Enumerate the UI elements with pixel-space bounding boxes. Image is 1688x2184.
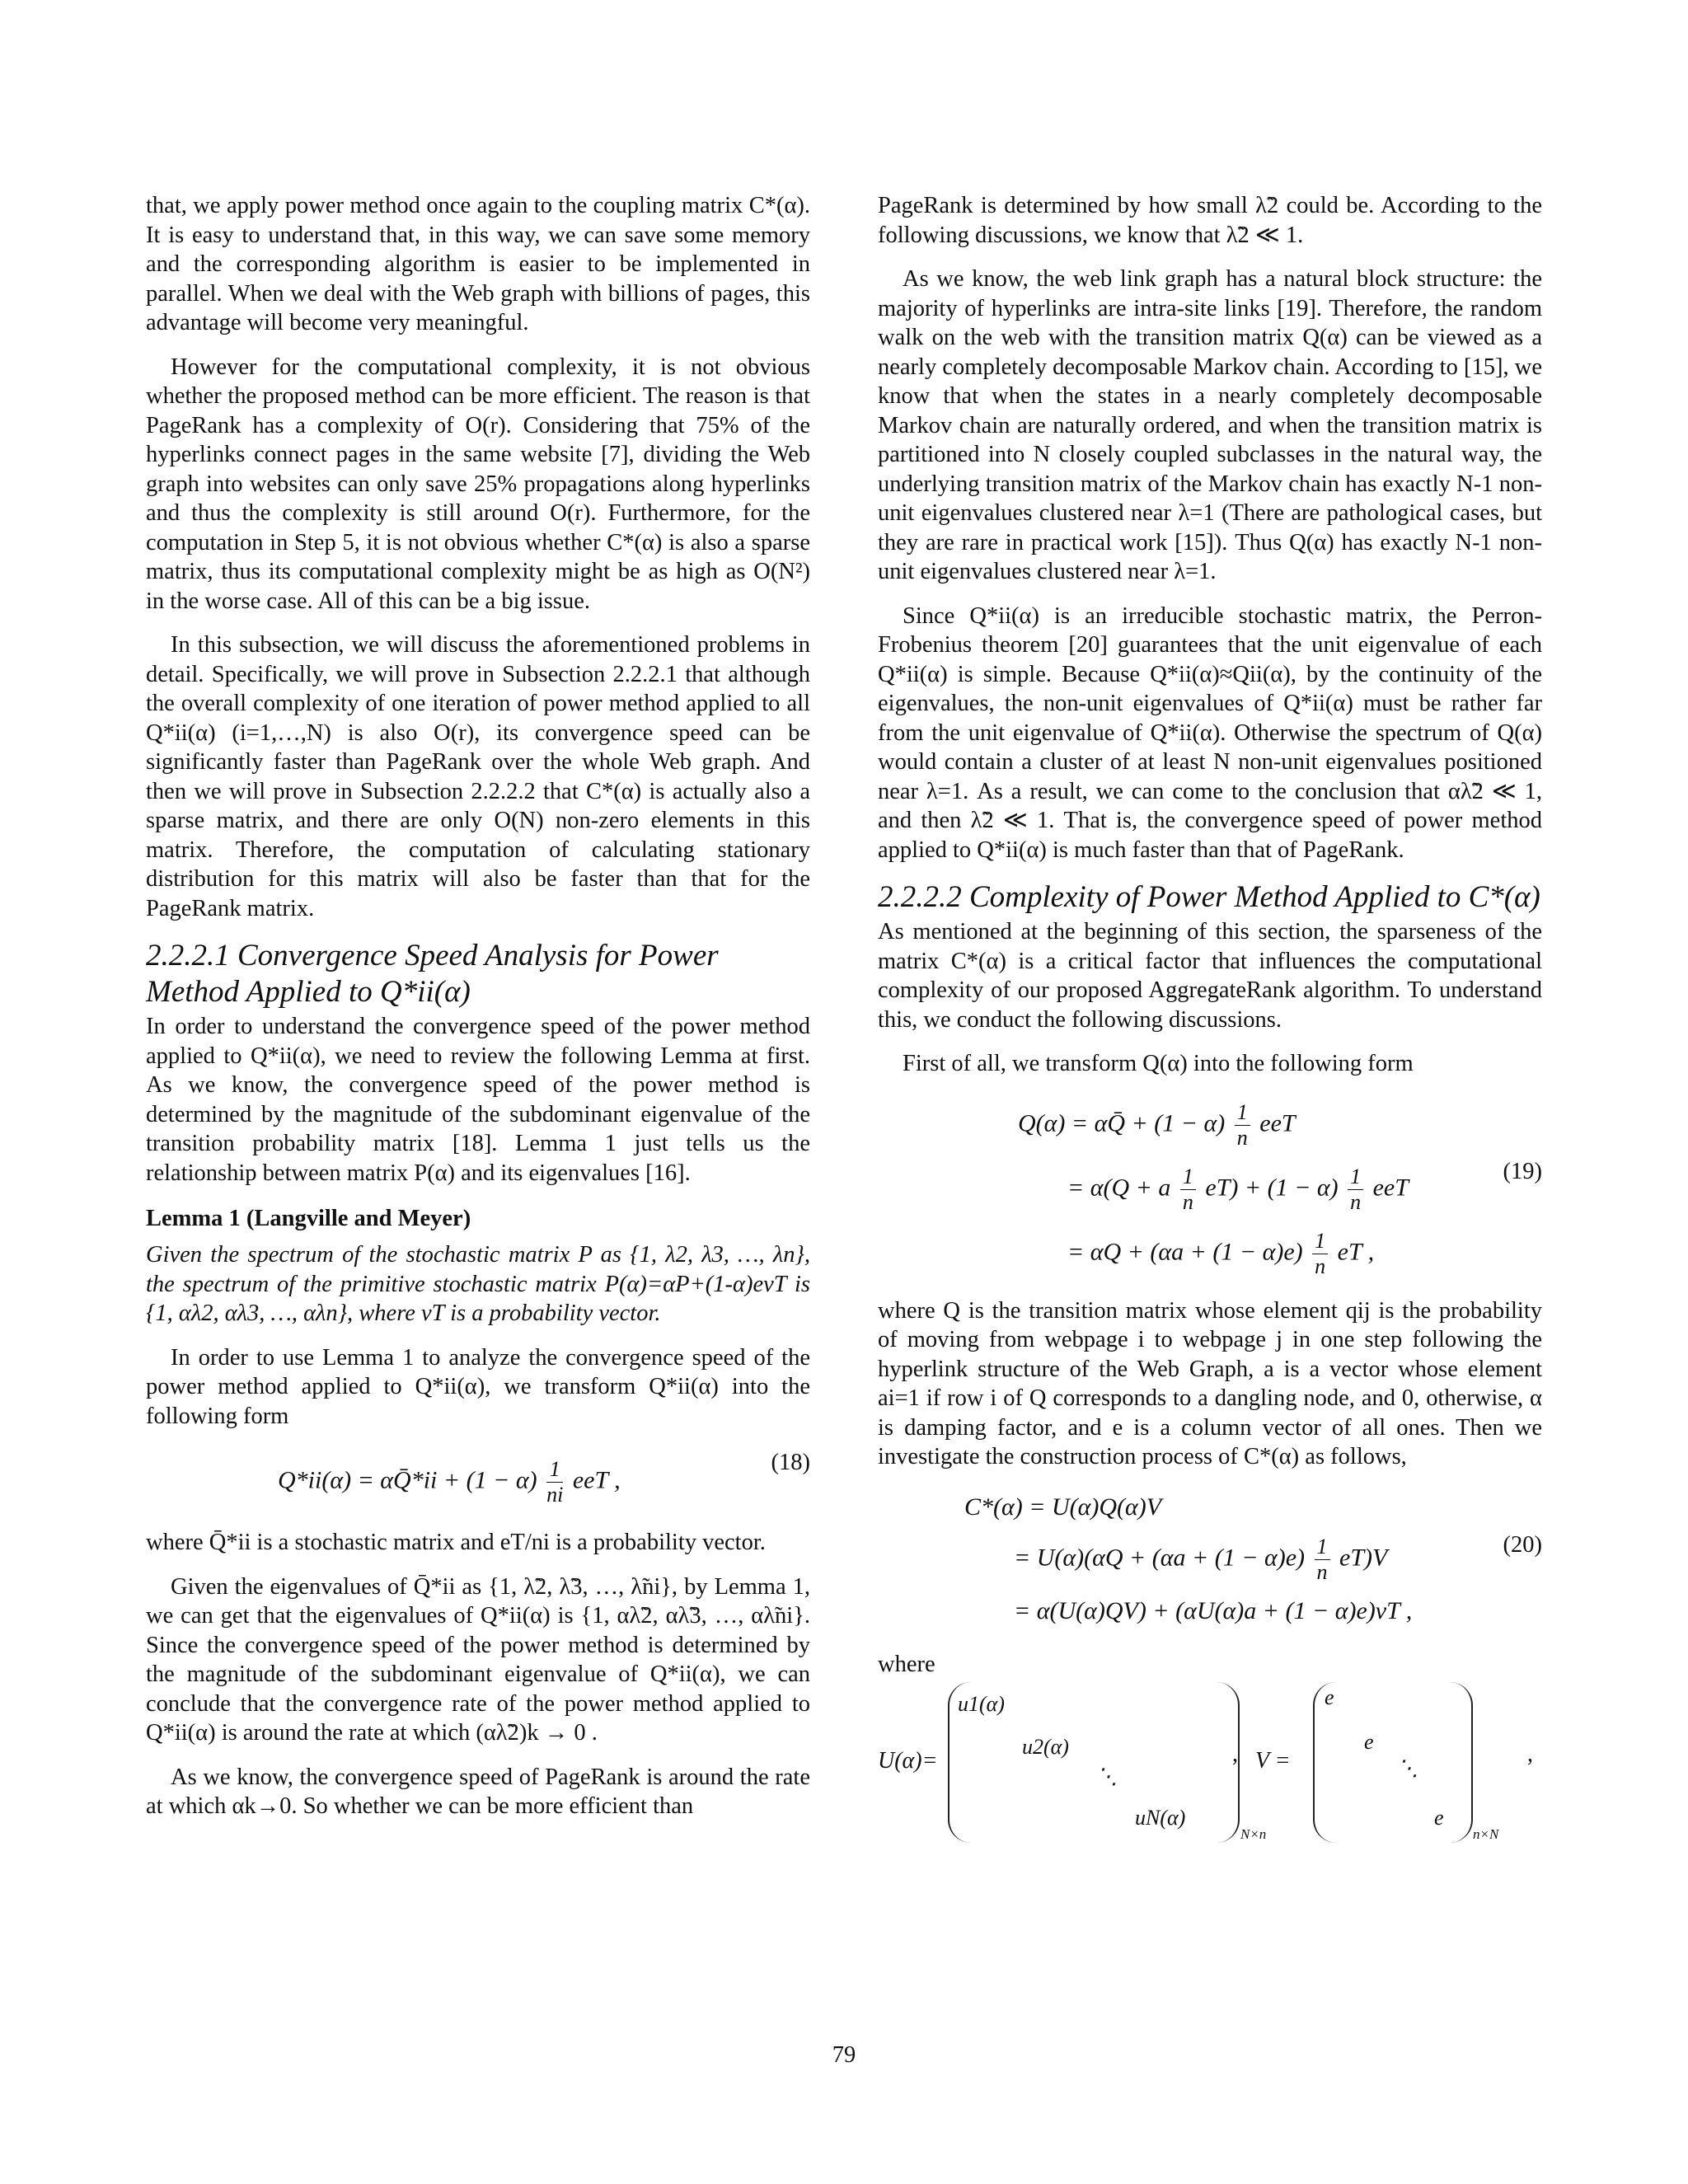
matrix-v — [1313, 1682, 1473, 1843]
matrix-cell: uN(α) — [1135, 1806, 1186, 1830]
matrix-cell: ⋱ — [1096, 1765, 1118, 1788]
paragraph: that, we apply power method once again to the coupling matrix C*(α). It is easy to understand that, in this way, we can save some memory and the corresponding algorithm is easier to be implemented in parallel. When we deal with the Web graph with billions of pages, this advantage will become very meaningful. — [146, 193, 810, 335]
left-column — [146, 191, 810, 1836]
paragraph: In this subsection, we will discuss the aforementioned problems in detail. Specifically, we will prove in Subsection 2.2.2.1 that although the overall complexity of one iteration of power method applied to all Q*ii(α) (i=1,…,N) is also O(r), its convergence speed can be significantly faster than PageRank over the whole Web graph. And then we will prove in Subsection 2.2.2.2 that C*(α) is actually also a sparse matrix, and there are only O(N) non-zero elements in this matrix. Therefore, the computation of calculating stationary distribution for this matrix will also be faster than that for the PageRank matrix. — [146, 632, 810, 921]
matrix-u — [948, 1682, 1240, 1843]
equation-text: = U(α)(αQ + (αa + (1 − α)e) — [1014, 1543, 1306, 1571]
equation-text: = α(Q + a — [1067, 1173, 1171, 1201]
equation-text: = α(U(α)QV) + (αU(α)a + (1 − α)e)vT , — [1014, 1596, 1413, 1624]
equation-number: (20) — [1503, 1531, 1542, 1558]
lemma-title: Lemma 1 (Langville and Meyer) — [146, 1206, 471, 1231]
separator: , — [1232, 1741, 1238, 1767]
paragraph: PageRank is determined by how small λ̃2 could be. According to the following discussions, we know that λ̃2 ≪ 1. — [878, 193, 1542, 248]
equation-text: eeT — [1372, 1173, 1409, 1201]
section-heading-2-2-2-2: 2.2.2.2 Complexity of Power Method Applied to C*(α) — [878, 880, 1540, 914]
equation-number: (19) — [1503, 1158, 1542, 1184]
fraction: $\frac{1}{n}$ — [1312, 1229, 1328, 1279]
matrix-cell: ⋱ — [1397, 1756, 1418, 1780]
lemma-body: Given the spectrum of the stochastic matrix P as {1, λ2, λ3, …, λn}, the spectrum of the primitive stochastic matrix P(α)=αP+(1-α)evT is {1, αλ2, αλ3, …, αλn}, where vT is a probability vector. — [146, 1242, 810, 1326]
section-heading-2-2-2-1: 2.2.2.1 Convergence Speed Analysis for Power Method Applied to Q*ii(α) — [146, 939, 719, 1009]
page-number: 79 — [832, 2042, 856, 2068]
paragraph: In order to understand the convergence speed of the power method applied to Q*ii(α), we need to review the following Lemma at first. As we know, the convergence speed of the power method is determined by the magnitude of the subdominant eigenvalue of the transition probability matrix [18]. Lemma 1 just tells us the relationship between matrix P(α) and its eigenvalues [16]. — [146, 1014, 810, 1186]
fraction: $\frac{1}{ni}$ — [546, 1457, 564, 1507]
paragraph: First of all, we transform Q(α) into the following form — [903, 1051, 1414, 1076]
matrix-definitions — [878, 1682, 1542, 1847]
matrix-cell: e — [1434, 1806, 1444, 1830]
right-column — [878, 191, 1542, 1847]
equation-text: C*(α) = U(α)Q(α)V — [964, 1493, 1162, 1521]
fraction: $\frac{1}{n}$ — [1235, 1100, 1250, 1151]
matrix-u-label: U(α)= — [878, 1748, 938, 1774]
paragraph: Given the eigenvalues of Q̄*ii as {1, λ̃2, λ̃3, …, λ̃ni}, by Lemma 1, we can get that the eigenvalues of Q*ii(α) is {1, αλ̃2, αλ̃3, …, αλ̃ni}. Since the convergence speed of the power method is determined by the magnitude of the subdominant eigenvalue of Q*ii(α), we can conclude that the convergence rate of the power method applied to Q*ii(α) is around the rate at which (αλ̃2)k → 0 . — [146, 1573, 810, 1746]
matrix-v-dimension: n×N — [1473, 1826, 1499, 1842]
paragraph: where Q is the transition matrix whose element qij is the probability of moving from webpage i to webpage j in one step following the hyperlink structure of the Web Graph, a is a vector whose element ai=1 if row i of Q corresponds to a dangling node, and 0, otherwise, α is damping factor, and e is a column vector of all ones. Then we investigate the construction process of C*(α) as follows, — [878, 1297, 1542, 1469]
fraction: $\frac{1}{n}$ — [1348, 1165, 1363, 1215]
matrix-cell: e — [1325, 1685, 1334, 1709]
equation-text: = αQ + (αa + (1 − α)e) — [1067, 1237, 1303, 1265]
matrix-cell: u1(α) — [958, 1692, 1005, 1716]
equation-text: Q(α) = αQ̄ + (1 − α) — [1018, 1108, 1226, 1137]
equation-text: eT)V — [1339, 1543, 1388, 1571]
matrix-u-dimension: N×n — [1240, 1826, 1267, 1842]
matrix-v-label: V = — [1255, 1748, 1291, 1774]
paragraph: where Q̄*ii is a stochastic matrix and eT/ni is a probability vector. — [146, 1530, 766, 1555]
paragraph: However for the computational complexity, it is not obvious whether the proposed method can be more efficient. The reason is that PageRank has a complexity of O(r). Considering that 75% of the hyperlinks connect pages in the same website [7], dividing the Web graph into websites can only save 25% propagations along hyperlinks and thus the complexity is still around O(r). Furthermore, for the computation in Step 5, it is not obvious whether C*(α) is also a sparse matrix, thus its computational complexity might be as high as O(N²) in the worse case. All of this can be a big issue. — [146, 354, 810, 614]
fraction: $\frac{1}{n}$ — [1315, 1535, 1330, 1585]
equation-text: Q*ii(α) = αQ̄*ii + (1 − α) — [278, 1466, 537, 1494]
paragraph: In order to use Lemma 1 to analyze the convergence speed of the power method applied to Q*ii(α), we transform Q*ii(α) into the following form — [146, 1344, 810, 1429]
equation-text: eT , — [1337, 1237, 1375, 1265]
paragraph: Since Q*ii(α) is an irreducible stochastic matrix, the Perron-Frobenius theorem [20] guarantees that the unit eigenvalue of each Q*ii(α) is simple. Because Q*ii(α)≈Qii(α), by the continuity of the eigenvalues, the non-unit eigenvalues of Q*ii(α) must be rather far from the unit eigenvalue of Q*ii(α). Otherwise the spectrum of Q(α) would contain a cluster of at least N non-unit eigenvalues positioned near λ=1. As a result, we can come to the conclusion that αλ̃2 ≪ 1, and then λ̃2 ≪ 1. That is, the convergence speed of power method applied to Q*ii(α) is much faster than that of PageRank. — [878, 602, 1542, 863]
paragraph: As we know, the web link graph has a natural block structure: the majority of hyperlinks are intra-site links [19]. Therefore, the random walk on the web with the transition matrix Q(α) can be viewed as a nearly completely decomposable Markov chain. According to [15], we know that when the states in a nearly completely decomposable Markov chain are naturally ordered, and when the transition matrix is partitioned into N closely coupled subclasses in the natural way, the underlying transition matrix of the Markov chain has exactly N-1 non-unit eigenvalues clustered near λ=1 (There are pathological cases, but they are rare in practical work [15]). Thus Q(α) has exactly N-1 non-unit eigenvalues clustered near λ=1. — [878, 266, 1542, 584]
equation-number: (18) — [771, 1450, 810, 1475]
matrix-cell: e — [1364, 1730, 1374, 1754]
equation-text: eT) + (1 − α) — [1205, 1173, 1339, 1201]
paragraph: As mentioned at the beginning of this section, the sparseness of the matrix C*(α) is a critical factor that influences the computational complexity of our proposed AggregateRank algorithm. To understand this, we conduct the following discussions. — [878, 919, 1542, 1033]
equation-20 — [878, 1487, 1542, 1643]
matrix-cell: u2(α) — [1022, 1735, 1069, 1759]
paragraph: As we know, the convergence speed of PageRank is around the rate at which αk→0. So whether we can be more efficient than — [146, 1764, 810, 1819]
equation-text: eeT , — [572, 1466, 621, 1494]
equation-text: eeT — [1259, 1108, 1296, 1137]
trailing-comma: , — [1527, 1741, 1533, 1767]
equation-19 — [878, 1094, 1542, 1291]
paragraph: where — [878, 1651, 935, 1677]
fraction: $\frac{1}{n}$ — [1180, 1165, 1196, 1215]
equation-18 — [146, 1446, 810, 1520]
